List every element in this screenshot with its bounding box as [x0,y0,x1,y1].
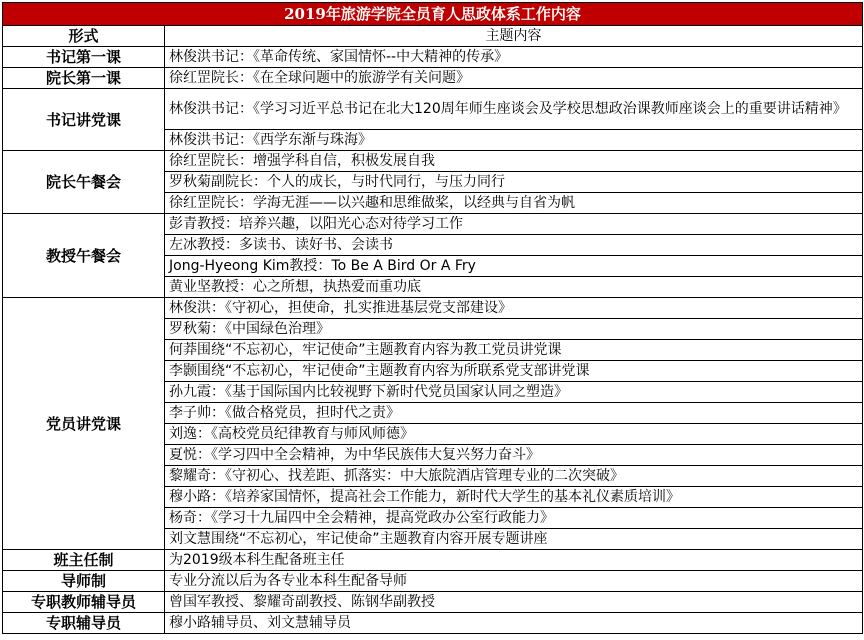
content-cell: 为2019级本科生配备班主任 [165,550,863,571]
table-row [3,592,863,613]
content-cell: 黎耀奇：《守初心、找差距、抓落实：中大旅院酒店管理专业的二次突破》 [165,466,863,487]
category-cell: 班主任制 [3,550,165,571]
content-cell: 杨奇：《学习十九届四中全会精神，提高党政办公室行政能力》 [165,508,863,529]
content-cell: 徐红罡院长：《在全球问题中的旅游学有关问题》 [165,68,863,89]
content-cell: 左冰教授：多读书、读好书、会读书 [165,235,863,256]
table-row [3,47,863,68]
content-cell: 夏悦：《学习四中全会精神，为中华民族伟大复兴努力奋斗》 [165,445,863,466]
content-cell: Jong-Hyeong Kim教授：To Be A Bird Or A Fry [165,256,863,277]
category-cell: 院长第一课 [3,68,165,89]
content-cell: 罗秋菊：《中国绿色治理》 [165,319,863,340]
header-content: 主题内容 [165,26,863,47]
content-cell: 李子帅：《做合格党员，担时代之责》 [165,403,863,424]
table-row [3,613,863,634]
content-cell: 专业分流以后为各专业本科生配备导师 [165,571,863,592]
content-cell: 李颢围绕“不忘初心，牢记使命”主题教育内容为所联系党支部讲党课 [165,361,863,382]
content-cell: 穆小路辅导员、刘文慧辅导员 [165,613,863,634]
content-cell: 黄业坚教授：心之所想，执热爱而重功底 [165,277,863,298]
table-row [3,214,863,235]
thought-politics-table [2,2,863,634]
table-row [3,571,863,592]
content-cell: 穆小路：《培养家国情怀，提高社会工作能力，新时代大学生的基本礼仪素质培训》 [165,487,863,508]
table-row [3,89,863,130]
category-cell: 院长午餐会 [3,151,165,214]
category-cell: 专职教师辅导员 [3,592,165,613]
category-cell: 教授午餐会 [3,214,165,298]
table-row [3,68,863,89]
content-cell: 徐红罡院长：增强学科自信，积极发展自我 [165,151,863,172]
content-cell: 林俊洪书记：《西学东渐与珠海》 [165,130,863,151]
category-cell: 书记讲党课 [3,89,165,151]
category-cell: 党员讲党课 [3,298,165,550]
table-row [3,298,863,319]
content-cell: 罗秋菊副院长：个人的成长，与时代同行，与压力同行 [165,172,863,193]
title-row [3,3,863,26]
header-form: 形式 [3,26,165,47]
content-cell: 彭青教授：培养兴趣，以阳光心态对待学习工作 [165,214,863,235]
content-cell: 徐红罡院长：学海无涯——以兴趣和思维做桨，以经典与自省为帆 [165,193,863,214]
table-title: 2019年旅游学院全员育人思政体系工作内容 [3,3,863,26]
header-row [3,26,863,47]
category-cell: 专职辅导员 [3,613,165,634]
content-cell: 刘逸：《高校党员纪律教育与师风师德》 [165,424,863,445]
category-cell: 书记第一课 [3,47,165,68]
table-body [3,47,863,634]
table-row [3,151,863,172]
content-cell: 林俊洪书记：《学习习近平总书记在北大120周年师生座谈会及学校思想政治课教师座谈会上的重要讲话精神》 [165,89,863,130]
content-cell: 何莽围绕“不忘初心，牢记使命”主题教育内容为教工党员讲党课 [165,340,863,361]
table-row [3,550,863,571]
content-cell: 林俊洪书记：《革命传统、家国情怀--中大精神的传承》 [165,47,863,68]
content-cell: 孙九霞：《基于国际国内比较视野下新时代党员国家认同之塑造》 [165,382,863,403]
category-cell: 导师制 [3,571,165,592]
content-cell: 林俊洪：《守初心，担使命，扎实推进基层党支部建设》 [165,298,863,319]
content-cell: 刘文慧围绕“不忘初心，牢记使命”主题教育内容开展专题讲座 [165,529,863,550]
content-cell: 曾国军教授、黎耀奇副教授、陈钢华副教授 [165,592,863,613]
